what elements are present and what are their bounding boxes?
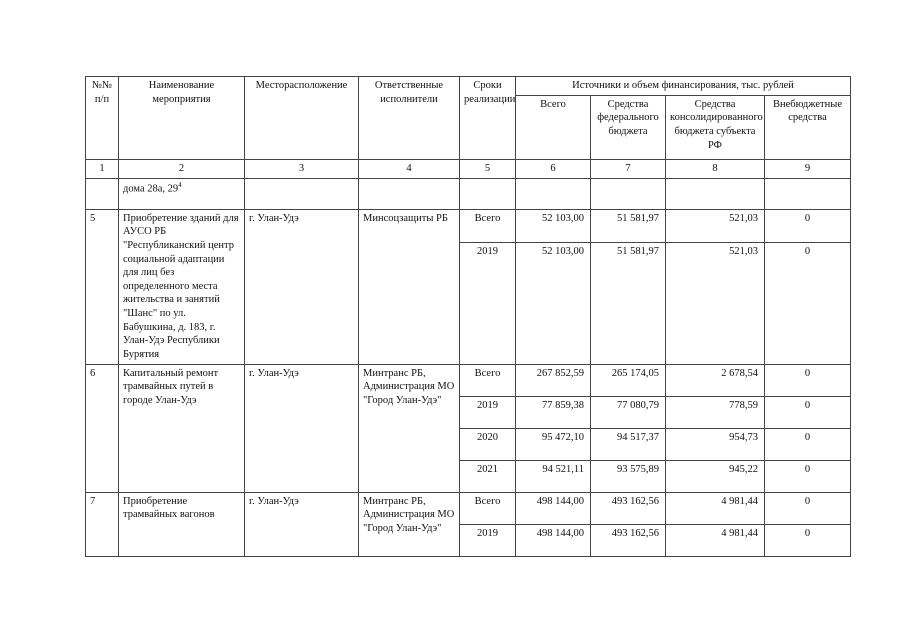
regional-cell: 521,03	[666, 243, 765, 364]
regional-cell: 521,03	[666, 209, 765, 243]
federal-cell: 51 581,97	[591, 243, 666, 364]
extra-cell: 0	[765, 364, 851, 396]
table-row	[86, 209, 851, 243]
continuation-row	[86, 178, 851, 209]
federal-cell: 77 080,79	[591, 396, 666, 428]
federal-cell: 265 174,05	[591, 364, 666, 396]
total-cell: 94 521,11	[516, 460, 591, 492]
header-extra: Внебюджетные средства	[765, 95, 851, 159]
term-cell: 2021	[460, 460, 516, 492]
header-place: Месторасположение	[245, 77, 359, 160]
location: г. Улан-Удэ	[245, 364, 359, 492]
regional-cell: 4 981,44	[666, 524, 765, 556]
total-cell: 267 852,59	[516, 364, 591, 396]
federal-cell: 93 575,89	[591, 460, 666, 492]
header-total: Всего	[516, 95, 591, 159]
term-cell: 2019	[460, 524, 516, 556]
term-cell: 2020	[460, 428, 516, 460]
header-funding: Источники и объем финансирования, тыс. рублей	[516, 77, 851, 96]
total-cell: 52 103,00	[516, 243, 591, 364]
extra-cell: 0	[765, 209, 851, 243]
total-cell: 498 144,00	[516, 492, 591, 524]
header-exec: Ответственные исполнители	[359, 77, 460, 160]
funding-table	[85, 76, 851, 557]
footnote-mark: 4	[178, 180, 182, 189]
measure-name: Приобретение зданий для АУСО РБ "Республиканский центр социальной адаптации для лиц без определенного места жительства и занятий "Шанс" по ул. Бабушкина, д. 183, г. Улан-Удэ Республики Бурятия	[119, 209, 245, 364]
header-federal: Средства федерального бюджета	[591, 95, 666, 159]
col-number: 8	[666, 160, 765, 179]
extra-cell: 0	[765, 460, 851, 492]
regional-cell: 2 678,54	[666, 364, 765, 396]
header-term: Сроки реализации	[460, 77, 516, 160]
measure-name: Приобретение трамвайных вагонов	[119, 492, 245, 556]
total-cell: 498 144,00	[516, 524, 591, 556]
col-number: 7	[591, 160, 666, 179]
regional-cell: 4 981,44	[666, 492, 765, 524]
col-number: 5	[460, 160, 516, 179]
header-name: Наименование мероприятия	[119, 77, 245, 160]
col-number: 2	[119, 160, 245, 179]
row-number: 6	[86, 364, 119, 492]
federal-cell: 493 162,56	[591, 492, 666, 524]
continuation-name: дома 28а, $29^4$	[119, 178, 245, 209]
table-row	[86, 492, 851, 524]
row-number: 7	[86, 492, 119, 556]
extra-cell: 0	[765, 396, 851, 428]
row-number: 5	[86, 209, 119, 364]
regional-cell: 945,22	[666, 460, 765, 492]
federal-cell: 94 517,37	[591, 428, 666, 460]
table-row	[86, 364, 851, 396]
header-regional: Средства консолидированного бюджета субъекта РФ	[666, 95, 765, 159]
executor: Минтранс РБ, Администрация МО "Город Улан-Удэ"	[359, 364, 460, 492]
extra-cell: 0	[765, 492, 851, 524]
term-cell: Всего	[460, 364, 516, 396]
federal-cell: 51 581,97	[591, 209, 666, 243]
total-cell: 95 472,10	[516, 428, 591, 460]
location: г. Улан-Удэ	[245, 492, 359, 556]
col-number: 9	[765, 160, 851, 179]
regional-cell: 954,73	[666, 428, 765, 460]
location: г. Улан-Удэ	[245, 209, 359, 364]
header-row	[86, 77, 851, 96]
term-cell: Всего	[460, 492, 516, 524]
header-num: №№ п/п	[86, 77, 119, 160]
total-cell: 52 103,00	[516, 209, 591, 243]
col-number: 3	[245, 160, 359, 179]
col-number: 1	[86, 160, 119, 179]
executor: Минсоцзащиты РБ	[359, 209, 460, 364]
extra-cell: 0	[765, 428, 851, 460]
col-number: 6	[516, 160, 591, 179]
term-cell: 2019	[460, 243, 516, 364]
term-cell: Всего	[460, 209, 516, 243]
term-cell: 2019	[460, 396, 516, 428]
extra-cell: 0	[765, 524, 851, 556]
extra-cell: 0	[765, 243, 851, 364]
executor: Минтранс РБ, Администрация МО "Город Улан-Удэ"	[359, 492, 460, 556]
regional-cell: 778,59	[666, 396, 765, 428]
measure-name: Капитальный ремонт трамвайных путей в городе Улан-Удэ	[119, 364, 245, 492]
column-numbers-row	[86, 160, 851, 179]
federal-cell: 493 162,56	[591, 524, 666, 556]
col-number: 4	[359, 160, 460, 179]
total-cell: 77 859,38	[516, 396, 591, 428]
